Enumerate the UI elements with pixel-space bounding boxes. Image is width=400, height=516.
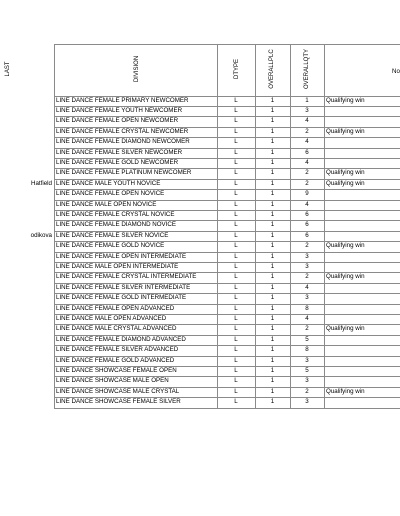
cell-dtype: L: [234, 127, 238, 135]
cell-last: [0, 356, 52, 367]
cell-note: [326, 376, 399, 387]
table-row: [0, 168, 400, 178]
cell-division: LINE DANCE SHOWCASE FEMALE OPEN: [56, 366, 177, 374]
table-row: [0, 314, 400, 324]
cell-dtype: L: [234, 314, 238, 322]
cell-overallqty: 6: [305, 148, 309, 156]
cell-note: [326, 366, 399, 377]
cell-overallqty: 3: [305, 398, 309, 406]
cell-last: [0, 376, 52, 387]
cell-note: [326, 106, 399, 117]
table-row: [0, 387, 400, 397]
cell-overallqty: 4: [305, 138, 309, 146]
cell-note: [326, 200, 399, 211]
cell-division: LINE DANCE FEMALE CRYSTAL NEWCOMER: [56, 127, 189, 135]
cell-dtype: L: [234, 210, 238, 218]
table-row: [0, 304, 400, 314]
cell-note: [326, 262, 399, 273]
cell-overallqty: 1: [305, 96, 309, 104]
table-row: [0, 96, 400, 106]
cell-note: [326, 148, 399, 159]
cell-overallplc: 1: [270, 314, 275, 322]
cell-dtype: L: [234, 262, 238, 270]
cell-overallplc: 1: [270, 273, 275, 281]
cell-overallplc: 1: [270, 117, 275, 125]
table-row: [0, 283, 400, 293]
cell-overallplc: 1: [270, 346, 275, 354]
cell-division: LINE DANCE MALE OPEN NOVICE: [56, 200, 157, 208]
cell-note: [326, 335, 399, 346]
cell-dtype: L: [234, 179, 238, 187]
cell-division: LINE DANCE FEMALE SILVER ADVANCED: [56, 346, 179, 354]
cell-division: LINE DANCE FEMALE SILVER NEWCOMER: [56, 148, 183, 156]
header-dtype: DTYPE: [234, 59, 240, 80]
cell-overallqty: 2: [305, 169, 309, 177]
cell-overallplc: 1: [270, 366, 275, 374]
table-row: [0, 241, 400, 251]
table-row: [0, 272, 400, 282]
cell-note: [326, 231, 399, 242]
table-row: [0, 356, 400, 366]
cell-overallplc: 1: [270, 242, 275, 250]
cell-overallplc: 1: [270, 231, 275, 239]
cell-note: [326, 220, 399, 231]
cell-last: odikova: [30, 231, 52, 239]
cell-overallqty: 9: [305, 190, 309, 198]
cell-last: [0, 127, 52, 138]
cell-last: [0, 252, 52, 263]
cell-note: [326, 158, 399, 169]
cell-dtype: L: [234, 356, 238, 364]
table-row: [0, 293, 400, 303]
cell-division: LINE DANCE FEMALE CRYSTAL NOVICE: [56, 210, 175, 218]
cell-overallplc: 1: [270, 138, 275, 146]
cell-last: [0, 220, 52, 231]
cell-overallplc: 1: [270, 356, 275, 364]
cell-overallplc: 1: [270, 262, 275, 270]
header-notes: No: [392, 68, 400, 75]
cell-note: [326, 210, 399, 221]
cell-division: LINE DANCE FEMALE SILVER INTERMEDIATE: [56, 283, 191, 291]
header-last: LAST: [5, 61, 11, 77]
row-divider: [54, 44, 400, 45]
cell-last: [0, 324, 52, 335]
cell-division: LINE DANCE FEMALE GOLD NOVICE: [56, 242, 165, 250]
cell-note: Qualifying win: [326, 387, 365, 395]
cell-last: [0, 168, 52, 179]
cell-dtype: L: [234, 117, 238, 125]
cell-note: Qualifying win: [326, 169, 365, 177]
cell-overallplc: 1: [270, 283, 275, 291]
cell-overallplc: 1: [270, 387, 275, 395]
cell-overallplc: 1: [270, 179, 275, 187]
table-row: [0, 252, 400, 262]
cell-note: [326, 314, 399, 325]
cell-last: [0, 158, 52, 169]
cell-last: [0, 293, 52, 304]
cell-division: LINE DANCE SHOWCASE MALE OPEN: [56, 377, 169, 385]
cell-note: [326, 304, 399, 315]
cell-overallplc: 1: [270, 335, 275, 343]
header-overallqty: OVERALLQTY: [304, 49, 310, 90]
table-row: [0, 137, 400, 147]
cell-note: [326, 283, 399, 294]
cell-overallqty: 4: [305, 283, 309, 291]
cell-dtype: L: [234, 138, 238, 146]
cell-division: LINE DANCE FEMALE OPEN ADVANCED: [56, 304, 175, 312]
cell-overallqty: 4: [305, 117, 309, 125]
cell-division: LINE DANCE FEMALE DIAMOND NEWCOMER: [56, 138, 190, 146]
cell-dtype: L: [234, 221, 238, 229]
cell-last: [0, 96, 52, 107]
cell-division: LINE DANCE FEMALE OPEN INTERMEDIATE: [56, 252, 187, 260]
cell-dtype: L: [234, 231, 238, 239]
cell-note: [326, 356, 399, 367]
cell-dtype: L: [234, 148, 238, 156]
cell-dtype: L: [234, 398, 238, 406]
cell-dtype: L: [234, 190, 238, 198]
cell-overallplc: 1: [270, 210, 275, 218]
cell-division: LINE DANCE FEMALE GOLD NEWCOMER: [56, 158, 179, 166]
cell-division: LINE DANCE FEMALE YOUTH NEWCOMER: [56, 106, 183, 114]
header-overallplc: OVERALLPLC: [269, 49, 275, 89]
cell-division: LINE DANCE FEMALE SILVER NOVICE: [56, 231, 169, 239]
cell-overallqty: 2: [305, 127, 309, 135]
cell-dtype: L: [234, 242, 238, 250]
cell-division: LINE DANCE FEMALE PRIMARY NEWCOMER: [56, 96, 189, 104]
cell-overallqty: 6: [305, 231, 309, 239]
cell-note: [326, 137, 399, 148]
table-row: [0, 127, 400, 137]
cell-last: Hatfield: [31, 179, 52, 187]
cell-note: Qualifying win: [326, 127, 365, 135]
cell-overallqty: 8: [305, 346, 309, 354]
cell-overallplc: 1: [270, 200, 275, 208]
cell-note: Qualifying win: [326, 242, 365, 250]
cell-note: [326, 293, 399, 304]
cell-last: [0, 189, 52, 200]
cell-last: [0, 314, 52, 325]
table-row: [0, 106, 400, 116]
cell-overallqty: 2: [305, 273, 309, 281]
table-row: [0, 179, 400, 189]
header-division: DIVISION: [134, 55, 140, 83]
table-row: [0, 324, 400, 334]
cell-dtype: L: [234, 366, 238, 374]
cell-dtype: L: [234, 387, 238, 395]
table-row: [0, 345, 400, 355]
cell-division: LINE DANCE SHOWCASE MALE CRYSTAL: [56, 387, 180, 395]
cell-overallplc: 1: [270, 221, 275, 229]
cell-last: [0, 272, 52, 283]
cell-division: LINE DANCE FEMALE DIAMOND NOVICE: [56, 221, 176, 229]
cell-division: LINE DANCE FEMALE CRYSTAL INTERMEDIATE: [56, 273, 197, 281]
cell-overallplc: 1: [270, 325, 275, 333]
cell-overallqty: 4: [305, 314, 309, 322]
cell-overallplc: 1: [270, 190, 275, 198]
cell-last: [0, 345, 52, 356]
cell-dtype: L: [234, 377, 238, 385]
cell-overallqty: 3: [305, 377, 309, 385]
cell-last: [0, 397, 52, 408]
cell-dtype: L: [234, 335, 238, 343]
cell-overallplc: 1: [270, 304, 275, 312]
cell-last: [0, 366, 52, 377]
cell-overallqty: 3: [305, 252, 309, 260]
cell-overallqty: 2: [305, 242, 309, 250]
cell-division: LINE DANCE MALE OPEN INTERMEDIATE: [56, 262, 179, 270]
cell-last: [0, 137, 52, 148]
table-row: [0, 220, 400, 230]
cell-last: [0, 241, 52, 252]
cell-overallqty: 2: [305, 325, 309, 333]
cell-last: [0, 387, 52, 398]
cell-last: [0, 106, 52, 117]
cell-overallqty: 2: [305, 387, 309, 395]
cell-division: LINE DANCE SHOWCASE FEMALE SILVER: [56, 398, 181, 406]
table-row: [0, 189, 400, 199]
cell-dtype: L: [234, 294, 238, 302]
cell-overallqty: 6: [305, 221, 309, 229]
cell-division: LINE DANCE MALE CRYSTAL ADVANCED: [56, 325, 177, 333]
cell-overallqty: 3: [305, 106, 309, 114]
cell-note: [326, 252, 399, 263]
row-divider: [54, 408, 400, 409]
table-row: [0, 210, 400, 220]
cell-dtype: L: [234, 346, 238, 354]
cell-last: [0, 200, 52, 211]
cell-note: [326, 189, 399, 200]
cell-overallqty: 5: [305, 366, 309, 374]
cell-division: LINE DANCE FEMALE OPEN NOVICE: [56, 190, 165, 198]
cell-dtype: L: [234, 200, 238, 208]
cell-dtype: L: [234, 252, 238, 260]
cell-overallplc: 1: [270, 294, 275, 302]
table-row: [0, 158, 400, 168]
cell-division: LINE DANCE FEMALE OPEN NEWCOMER: [56, 117, 179, 125]
cell-overallplc: 1: [270, 96, 275, 104]
table-row: [0, 231, 400, 241]
cell-overallqty: 2: [305, 179, 309, 187]
cell-overallplc: 1: [270, 127, 275, 135]
cell-last: [0, 210, 52, 221]
cell-dtype: L: [234, 96, 238, 104]
cell-last: [0, 304, 52, 315]
cell-note: Qualifying win: [326, 179, 365, 187]
cell-last: [0, 116, 52, 127]
table-row: [0, 366, 400, 376]
cell-overallplc: 1: [270, 106, 275, 114]
table-row: [0, 397, 400, 407]
table-row: [0, 148, 400, 158]
cell-division: LINE DANCE FEMALE GOLD INTERMEDIATE: [56, 294, 187, 302]
cell-note: Qualifying win: [326, 273, 365, 281]
table-row: [0, 376, 400, 386]
cell-note: [326, 345, 399, 356]
cell-division: LINE DANCE FEMALE DIAMOND ADVANCED: [56, 335, 186, 343]
cell-overallplc: 1: [270, 377, 275, 385]
cell-overallqty: 5: [305, 335, 309, 343]
cell-overallqty: 8: [305, 304, 309, 312]
cell-last: [0, 283, 52, 294]
cell-overallqty: 3: [305, 356, 309, 364]
cell-note: Qualifying win: [326, 325, 365, 333]
cell-division: LINE DANCE FEMALE GOLD ADVANCED: [56, 356, 175, 364]
cell-overallqty: 3: [305, 262, 309, 270]
table-row: [0, 200, 400, 210]
cell-division: LINE DANCE MALE OPEN ADVANCED: [56, 314, 167, 322]
cell-note: [326, 397, 399, 408]
cell-last: [0, 148, 52, 159]
cell-overallplc: 1: [270, 252, 275, 260]
cell-dtype: L: [234, 283, 238, 291]
cell-dtype: L: [234, 325, 238, 333]
cell-note: Qualifying win: [326, 96, 365, 104]
cell-overallqty: 4: [305, 158, 309, 166]
cell-dtype: L: [234, 273, 238, 281]
cell-overallqty: 4: [305, 200, 309, 208]
cell-overallplc: 1: [270, 158, 275, 166]
cell-last: [0, 335, 52, 346]
cell-overallqty: 3: [305, 294, 309, 302]
cell-division: LINE DANCE FEMALE PLATINUM NEWCOMER: [56, 169, 192, 177]
cell-dtype: L: [234, 169, 238, 177]
cell-overallplc: 1: [270, 148, 275, 156]
cell-overallplc: 1: [270, 169, 275, 177]
cell-dtype: L: [234, 158, 238, 166]
table-row: [0, 335, 400, 345]
cell-overallqty: 6: [305, 210, 309, 218]
cell-dtype: L: [234, 304, 238, 312]
cell-dtype: L: [234, 106, 238, 114]
cell-note: [326, 116, 399, 127]
cell-division: LINE DANCE MALE YOUTH NOVICE: [56, 179, 161, 187]
cell-overallplc: 1: [270, 398, 275, 406]
cell-last: [0, 262, 52, 273]
table-row: [0, 262, 400, 272]
table-row: [0, 116, 400, 126]
